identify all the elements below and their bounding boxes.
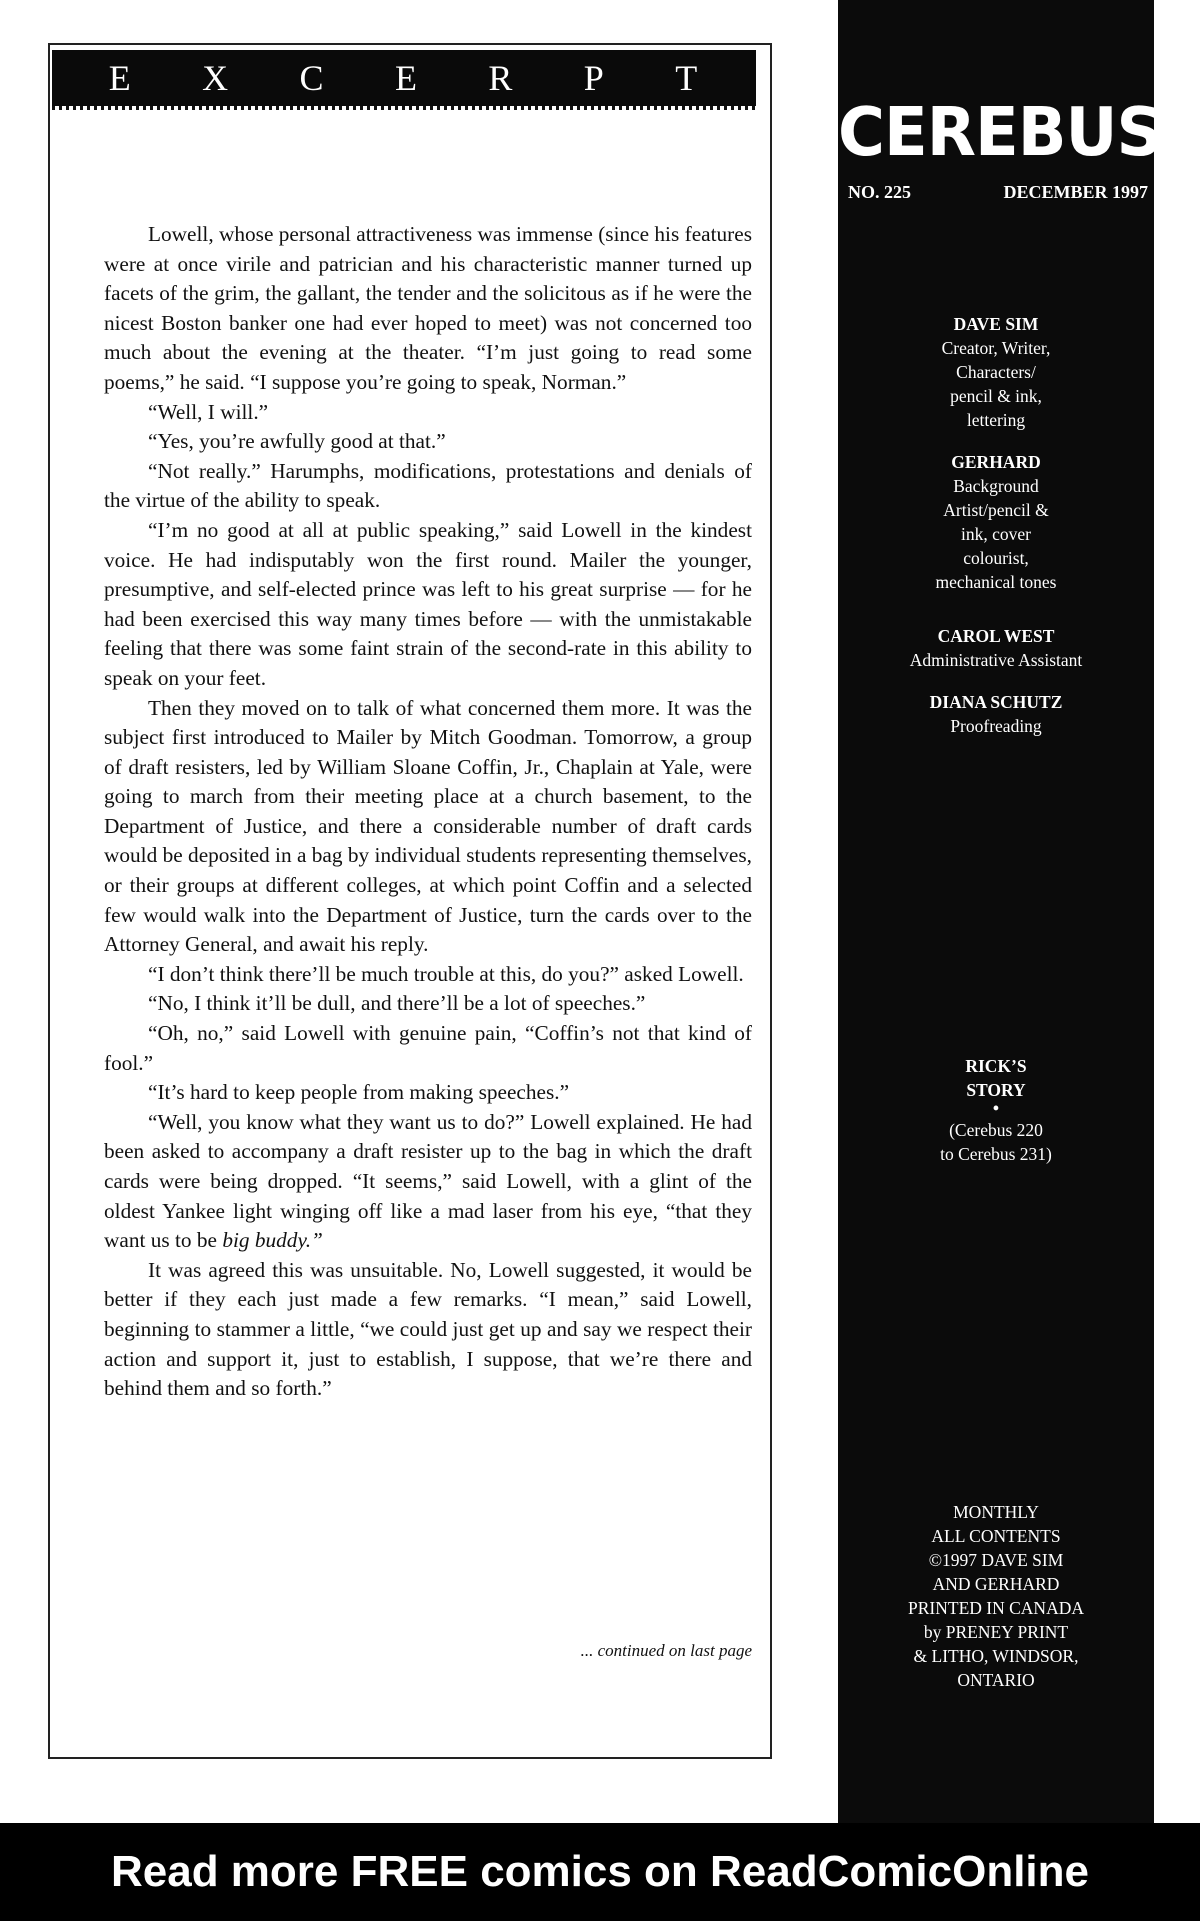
article-paragraph: “No, I think it’ll be dull, and there’ll be a lot of speeches.” — [148, 991, 646, 1016]
credit-gerhard — [838, 450, 1154, 594]
article-paragraph: “I don’t think there’ll be much trouble at this, do you?” asked Lowell. — [148, 961, 744, 986]
credit-role: Proofreading — [950, 716, 1042, 736]
credit-role: Background Artist/pencil & ink, cover colourist, mechanical tones — [935, 476, 1057, 592]
article-paragraph — [104, 1108, 752, 1256]
big-buddy-italic: big buddy.” — [222, 1228, 323, 1253]
article-paragraph: “Yes, you’re awfully good at that.” — [148, 429, 446, 454]
article-paragraph: “Well, I will.” — [148, 399, 269, 424]
issue-number: NO. 225 — [848, 182, 911, 202]
article-body — [104, 220, 752, 1404]
banner-letter: E — [108, 58, 133, 98]
credit-name: DAVE SIM — [953, 314, 1039, 334]
banner-letter: R — [488, 58, 515, 98]
story-info — [838, 1054, 1154, 1166]
credit-carol-west — [838, 624, 1154, 672]
article-paragraph: Lowell, whose personal attractiveness was immense (since his features were at once virile and patrician and his characteristic manner turned up facets of the grim, the gallant, the tender and the solicitous as if he were the nicest Boston banker one had ever hoped to meet) was not concerned too much about the evening at the theater. “I’m just going to read some poems,” he said. “I suppose you’re going to speak, Norman.” — [104, 222, 752, 394]
banner-letter: E — [394, 58, 419, 98]
banner-letter: P — [583, 58, 606, 98]
article-paragraph-text: “Well, you know what they want us to do?” Lowell explained. He had been asked to accompany a draft resister up to the bag in which the draft cards were being dropped. “It seems,” said Lowell, with a glint of the oldest Yankee light winging off like a mad laser from his eye, “that they want us to be — [104, 1109, 752, 1253]
excerpt-banner — [52, 50, 756, 106]
credit-name: DIANA SCHUTZ — [929, 692, 1063, 712]
issue-line — [848, 182, 1148, 203]
article-paragraph: Then they moved on to talk of what concerned them more. It was the subject first introduced to Mailer by Mitch Goodman. Tomorrow, a group of draft resisters, led by William Sloane Coffin, Jr., Chaplain at Yale, were going to march from their meeting place at a church basement, to the Department of Justice, and there a considerable number of draft cards would be deposited in a bag by individual students representing themselves, or their groups at different colleges, at which point Coffin and a selected few would walk into the Department of Justice, turn the cards over to the Attorney General, and await his reply. — [104, 695, 752, 957]
banner-letter: T — [675, 58, 700, 98]
story-range: (Cerebus 220 to Cerebus 231) — [940, 1120, 1052, 1164]
article-paragraph: “It’s hard to keep people from making speeches.” — [148, 1080, 570, 1105]
story-title: RICK’S STORY — [965, 1056, 1027, 1100]
imprint-notice: MONTHLY ALL CONTENTS ©1997 DAVE SIM AND GERHARD PRINTED IN CANADA by PRENEY PRINT & LITHO, WINDSOR, ONTARIO — [908, 1502, 1084, 1690]
article-paragraph: “I’m no good at all at public speaking,” said Lowell in the kindest voice. He had indisputably won the first round. Mailer the younger, presumptive, and self-elected prince was left to his great surprise — for he had been exercised this way many times before — with the unmistakable feeling that there was some faint strain of the second-rate in this ability to speak on your feet. — [104, 517, 752, 690]
banner-letter: X — [202, 58, 231, 98]
issue-date: DECEMBER 1997 — [1003, 182, 1148, 202]
credit-name: GERHARD — [951, 452, 1041, 472]
credit-role: Administrative Assistant — [909, 650, 1083, 670]
credit-diana-schutz — [838, 690, 1154, 738]
promo-footer-banner[interactable] — [0, 1823, 1200, 1921]
banner-letter: C — [299, 58, 326, 98]
credit-dave-sim — [838, 312, 1154, 432]
credits-sidebar — [838, 0, 1162, 1823]
story-bullet: • — [992, 1098, 1000, 1118]
promo-text: Read more FREE comics on ReadComicOnline — [110, 1847, 1089, 1896]
credits-list — [838, 312, 1154, 756]
continued-note: ... continued on last page — [580, 1641, 752, 1660]
credit-name: CAROL WEST — [937, 626, 1055, 646]
article-paragraph: “Oh, no,” said Lowell with genuine pain, “Coffin’s not that kind of fool.” — [104, 1021, 752, 1075]
article-paragraph: It was agreed this was unsuitable. No, Lowell suggested, it would be better if they each just made a few remarks. “I mean,” said Lowell, beginning to stammer a little, “we could just get up and say we respect their action and support it, just to establish, I suppose, that we’re there and behind them and so forth.” — [104, 1257, 752, 1401]
cerebus-logo: CEREBUS — [838, 94, 1162, 172]
article-paragraph: “Not really.” Harumphs, modifications, protestations and denials of the virtue of the ability to speak. — [104, 458, 752, 513]
credit-role: Creator, Writer, Characters/ pencil & ink, lettering — [941, 338, 1051, 430]
